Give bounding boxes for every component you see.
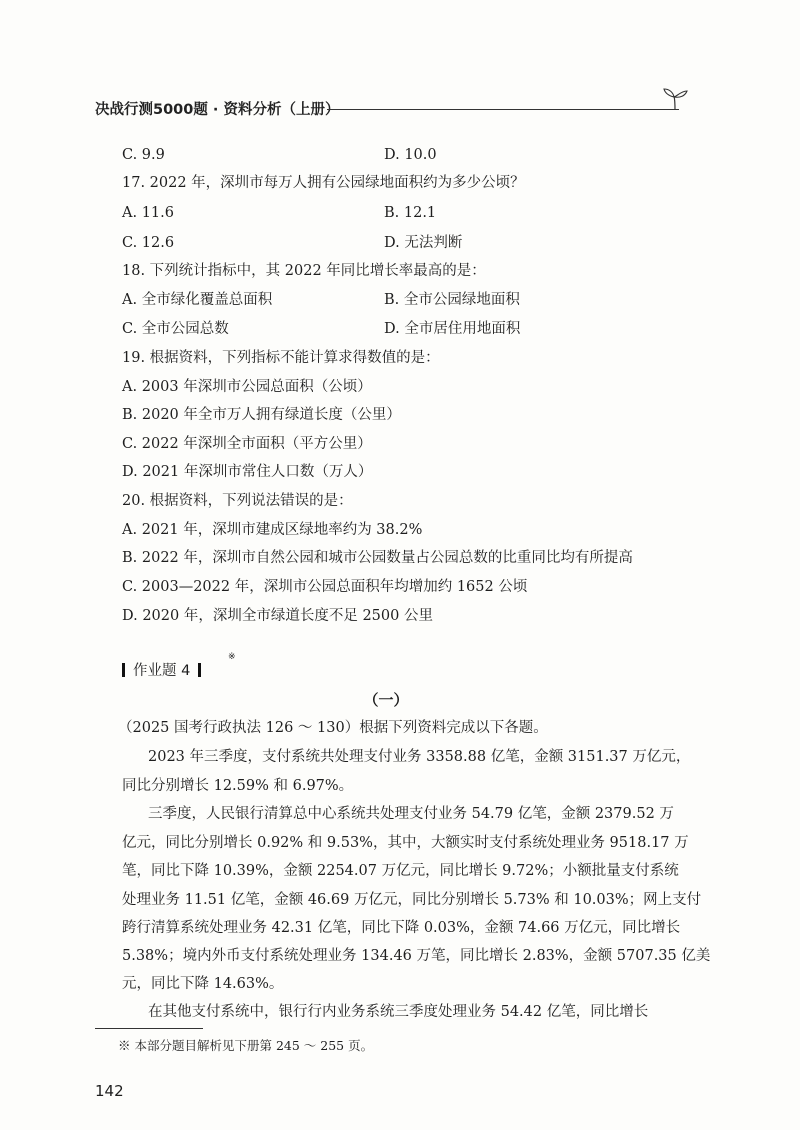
sprout-icon <box>660 86 690 112</box>
q20-option-d: D. 2020 年，深圳全市绿道长度不足 2500 公里 <box>122 608 433 624</box>
left-bar <box>122 663 125 677</box>
option-b: B. 12.1 <box>384 205 437 221</box>
q17-options-ab <box>122 202 682 224</box>
q20-stem: 20. 根据资料，下列说法错误的是： <box>122 493 353 509</box>
q17-options-cd <box>122 232 682 254</box>
option-a: A. 11.6 <box>122 205 174 221</box>
p3-line-1: 在其他支付系统中，银行行内业务系统三季度处理业务 54.42 亿笔，同比增长 <box>148 1004 649 1020</box>
p2-line-7: 元，同比下降 14.63%。 <box>122 976 284 992</box>
reference-mark-icon: ※ <box>228 652 236 662</box>
p2-line-6: 5.38%；境内外币支付系统处理业务 134.46 万笔，同比增长 2.83%，金额 5707.35 亿美 <box>122 948 711 964</box>
footnote-rule <box>95 1028 203 1029</box>
book-title: 决战行测5000题 · 资料分析（上册） <box>95 102 340 118</box>
running-header <box>95 96 695 122</box>
option-c: C. 12.6 <box>122 235 175 251</box>
option-c: C. 9.9 <box>122 147 165 163</box>
option-d: D. 10.0 <box>384 147 437 163</box>
option-d: D. 全市居住用地面积 <box>384 321 521 337</box>
q20-option-a: A. 2021 年，深圳市建成区绿地率约为 38.2% <box>122 522 423 538</box>
q18-options-cd <box>122 318 682 340</box>
p1-line-1: 2023 年三季度，支付系统共处理支付业务 3358.88 亿笔，金额 3151.37 万亿元， <box>148 749 691 765</box>
option-d: D. 无法判断 <box>384 235 463 251</box>
q19-option-c: C. 2022 年深圳全市面积（平方公里） <box>122 436 372 452</box>
q18-stem: 18. 下列统计指标中，其 2022 年同比增长率最高的是： <box>122 263 486 279</box>
q18-options-ab <box>122 289 682 311</box>
option-b: B. 全市公园绿地面积 <box>384 292 520 308</box>
material-intro: （2025 国考行政执法 126 ～ 130）根据下列资料完成以下各题。 <box>118 720 548 736</box>
q20-option-b: B. 2022 年，深圳市自然公园和城市公园数量占公园总数的比重同比均有所提高 <box>122 550 633 566</box>
section-label: 作业题 4 <box>133 663 191 679</box>
section-heading <box>122 652 236 682</box>
p2-line-4: 处理业务 11.51 亿笔，金额 46.69 万亿元，同比分别增长 5.73% 和 10.03%；网上支付 <box>122 892 702 908</box>
option-a: A. 全市绿化覆盖总面积 <box>122 292 273 308</box>
q19-option-b: B. 2020 年全市万人拥有绿道长度（公里） <box>122 407 401 423</box>
page-number: 142 <box>95 1082 124 1100</box>
p2-line-2: 亿元，同比分别增长 0.92% 和 9.53%，其中，大额实时支付系统处理业务 9518.17 万 <box>122 835 689 851</box>
p2-line-1: 三季度，人民银行清算总中心系统共处理支付业务 54.79 亿笔，金额 2379.52 万 <box>148 806 674 822</box>
right-bar <box>198 663 201 677</box>
p1-line-2: 同比分别增长 12.59% 和 6.97%。 <box>122 778 354 794</box>
q19-stem: 19. 根据资料，下列指标不能计算求得数值的是： <box>122 350 440 366</box>
q16-options-cd <box>122 144 682 166</box>
q19-option-d: D. 2021 年深圳市常住人口数（万人） <box>122 464 373 480</box>
footnote: ※ 本部分题目解析见下册第 245 ～ 255 页。 <box>118 1038 374 1053</box>
q19-option-a: A. 2003 年深圳市公园总面积（公顷） <box>122 379 372 395</box>
q20-option-c: C. 2003—2022 年，深圳市公园总面积年均增加约 1652 公顷 <box>122 579 528 595</box>
p2-line-5: 跨行清算系统处理业务 42.31 亿笔，同比下降 0.03%，金额 74.66 万亿元，同比增长 <box>122 920 681 936</box>
material-subtitle: （一） <box>363 691 409 709</box>
option-c: C. 全市公园总数 <box>122 321 229 337</box>
header-rule <box>327 109 679 110</box>
p2-line-3: 笔，同比下降 10.39%，金额 2254.07 万亿元，同比增长 9.72%；小额批量支付系统 <box>122 863 679 879</box>
q17-stem: 17. 2022 年，深圳市每万人拥有公园绿地面积约为多少公顷？ <box>122 175 525 191</box>
